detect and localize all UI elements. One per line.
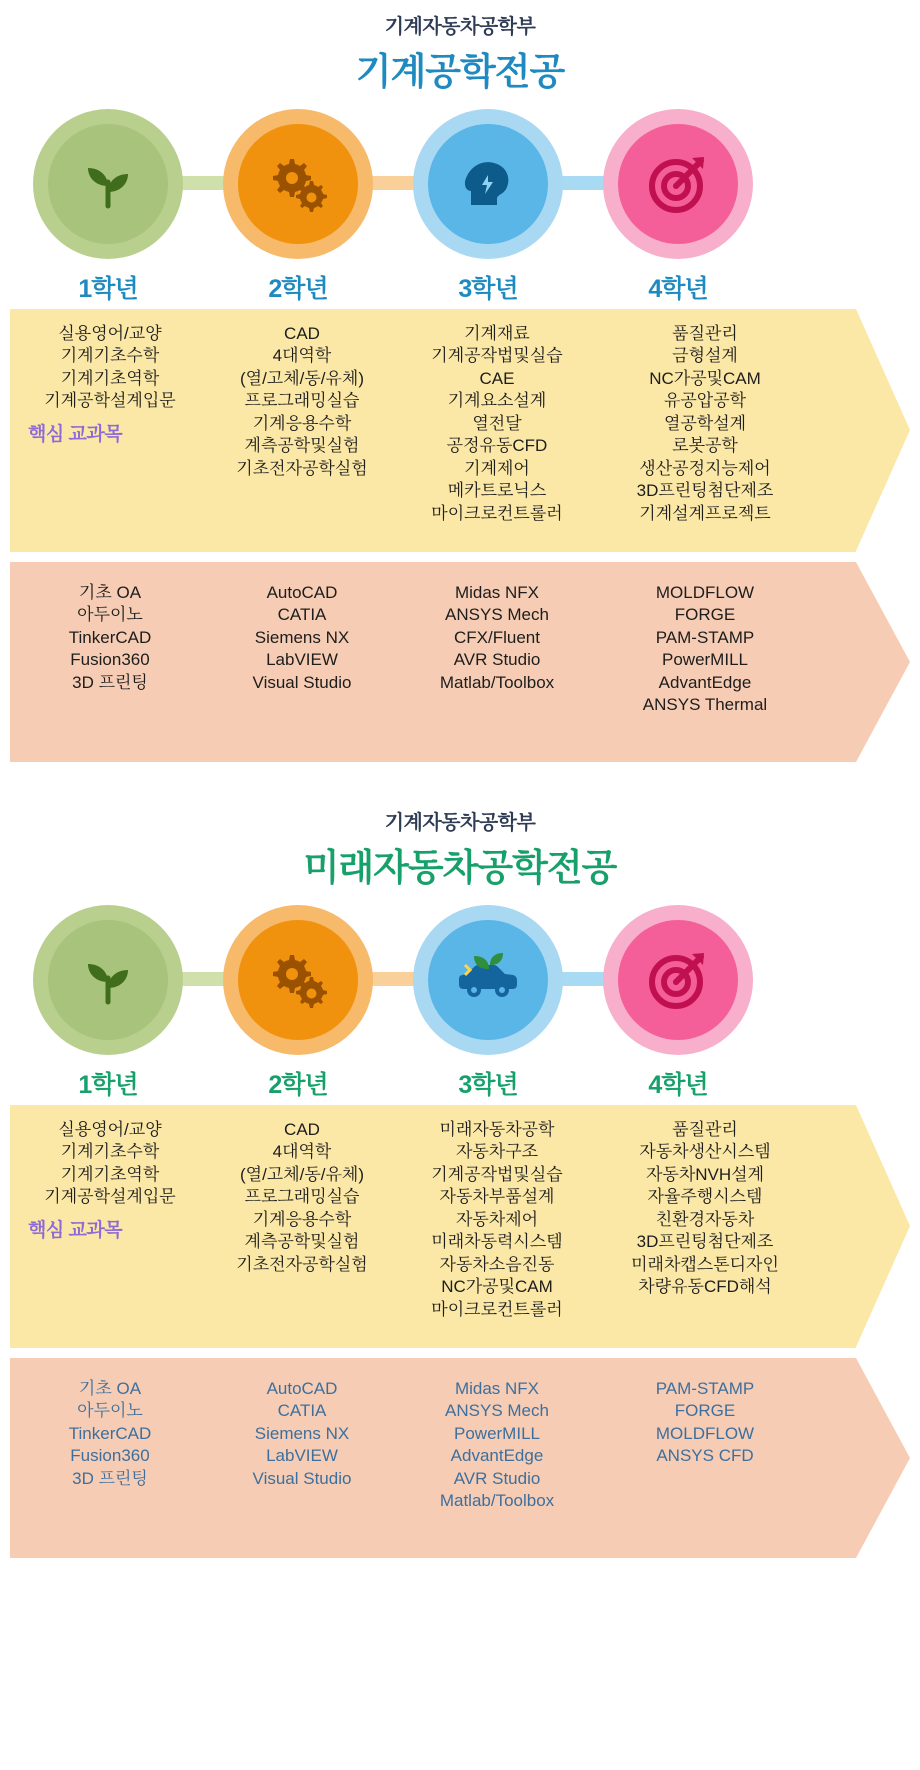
software-item: 기초 OA	[78, 1379, 142, 1398]
year-label-row-2	[0, 1065, 920, 1099]
course-item: 계측공학및실험	[244, 436, 360, 456]
software-item: AVR Studio	[453, 650, 541, 670]
major-title: 기계공학전공	[355, 51, 565, 92]
software-item: CFX/Fluent	[454, 627, 540, 647]
gears-icon	[238, 124, 358, 244]
course-item: 기계공학설계입문	[44, 391, 176, 411]
course-item: 기초전자공학실험	[236, 1254, 368, 1274]
software-item: FORGE	[674, 1401, 736, 1421]
course-item: 4대역학	[272, 346, 332, 366]
course-item: 자율주행시스템	[647, 1187, 763, 1207]
course-item: 기계제어	[464, 458, 530, 478]
course-item: 친환경자동차	[655, 1209, 755, 1229]
software-item: Siemens NX	[254, 1423, 350, 1443]
software-banner	[10, 562, 910, 762]
course-item: 열공학설계	[663, 413, 747, 433]
section-future-automotive-engineering	[0, 806, 920, 1606]
software-column-2	[202, 1378, 402, 1490]
courses-tag: 핵심 교과목	[28, 424, 123, 445]
course-item: 기계공작법및실습	[431, 346, 563, 366]
courses-column-4	[590, 323, 820, 525]
course-item: 프로그래밍실습	[244, 1187, 360, 1207]
course-item: 자동차소음진동	[439, 1254, 555, 1274]
software-item: CATIA	[277, 605, 327, 625]
eco-car-icon	[428, 920, 548, 1040]
course-item: CAE	[479, 368, 515, 388]
course-item: 자동차부품설계	[439, 1187, 555, 1207]
year-label-1: 1학년	[78, 275, 138, 303]
course-item: NC가공및CAM	[441, 1277, 553, 1297]
department-name: 기계자동차공학부	[384, 16, 536, 38]
course-item: 자동차제어	[455, 1209, 539, 1229]
software-item: LabVIEW	[266, 1446, 338, 1466]
software-item: Matlab/Toolbox	[439, 1491, 555, 1511]
stage-circle-3	[413, 905, 563, 1055]
software-item: AVR Studio	[453, 1468, 541, 1488]
software-item: ANSYS Mech	[445, 1401, 549, 1421]
software-column-3	[392, 582, 602, 694]
software-item: PAM-STAMP	[655, 1379, 755, 1398]
section-heading	[0, 0, 920, 95]
course-item: 기계설계프로젝트	[639, 503, 771, 523]
courses-tag-2: 핵심 교과목	[28, 1220, 123, 1241]
year-label-4: 4학년	[648, 275, 708, 303]
software-item: AutoCAD	[266, 583, 338, 602]
course-item: 기계기초수학	[60, 1142, 160, 1162]
course-item: 자동차NVH설계	[645, 1164, 764, 1184]
course-item: 미래자동차공학	[439, 1120, 555, 1139]
software-column-3	[392, 1378, 602, 1513]
courses-banner	[10, 309, 910, 552]
software-item: Visual Studio	[252, 1468, 352, 1488]
software-item: CATIA	[277, 1401, 327, 1421]
course-item: 로봇공학	[672, 436, 738, 456]
target-icon	[618, 124, 738, 244]
software-item: ANSYS CFD	[656, 1446, 754, 1466]
stage-circle-1	[33, 905, 183, 1055]
course-item: 품질관리	[672, 1120, 738, 1139]
software-item: AdvantEdge	[658, 672, 752, 692]
course-item: CAD	[284, 1120, 320, 1139]
software-item: MOLDFLOW	[655, 583, 755, 602]
year-label-4: 4학년	[648, 1071, 708, 1099]
seedling-icon	[48, 920, 168, 1040]
course-item: 계측공학및실험	[244, 1232, 360, 1252]
software-item: 아두이노	[77, 1401, 143, 1421]
course-item: 유공압공학	[663, 391, 747, 411]
course-item: (열/고체/동/유체)	[239, 1164, 365, 1184]
software-item: 기초 OA	[78, 583, 142, 602]
software-item: Fusion360	[70, 650, 150, 670]
course-item: 마이크로컨트롤러	[431, 503, 563, 523]
section-heading-2	[0, 806, 920, 891]
course-item: 자동차생산시스템	[639, 1142, 771, 1162]
course-item: 기초전자공학실험	[236, 458, 368, 478]
year-label-3: 3학년	[458, 275, 518, 303]
course-item: 기계공작법및실습	[431, 1164, 563, 1184]
software-banner-2	[10, 1358, 910, 1558]
year-label-3: 3학년	[458, 1071, 518, 1099]
course-item: 자동차구조	[455, 1142, 539, 1162]
software-column-1	[10, 582, 210, 694]
section-mechanical-engineering	[0, 0, 920, 770]
software-item: Midas NFX	[454, 583, 540, 602]
software-item: PAM-STAMP	[655, 627, 755, 647]
courses-column-2	[202, 323, 402, 480]
software-item: ANSYS Mech	[445, 605, 549, 625]
software-item: Siemens NX	[254, 627, 350, 647]
courses-banner-2	[10, 1105, 910, 1348]
software-item: 3D 프린팅	[72, 672, 148, 692]
course-item: CAD	[284, 324, 320, 343]
software-item: LabVIEW	[266, 650, 338, 670]
software-item: PowerMILL	[454, 1423, 540, 1443]
seedling-icon	[48, 124, 168, 244]
course-item: 열전달	[472, 413, 522, 433]
course-item: 기계기초역학	[60, 1164, 160, 1184]
course-item: 품질관리	[672, 324, 738, 343]
stage-circle-2	[223, 905, 373, 1055]
course-item: 3D프린팅첨단제조	[636, 1232, 774, 1252]
course-item: 프로그래밍실습	[244, 391, 360, 411]
course-item: 공정유동CFD	[446, 436, 548, 456]
course-item: 미래차캡스톤디자인	[631, 1254, 779, 1274]
software-item: 3D 프린팅	[72, 1468, 148, 1488]
course-item: 기계재료	[464, 324, 530, 343]
course-item: 실용영어/교양	[58, 324, 162, 343]
stage-circle-1	[33, 109, 183, 259]
courses-column-2	[202, 1119, 402, 1276]
year-label-2: 2학년	[268, 275, 328, 303]
course-item: 기계요소설계	[447, 391, 547, 411]
course-item: 금형설계	[672, 346, 738, 366]
course-item: 3D프린팅첨단제조	[636, 481, 774, 501]
course-item: (열/고체/동/유체)	[239, 368, 365, 388]
software-item: 아두이노	[77, 605, 143, 625]
stage-circle-4	[603, 109, 753, 259]
courses-column-1	[10, 1119, 210, 1209]
course-item: 기계공학설계입문	[44, 1187, 176, 1207]
course-item: 메카트로닉스	[447, 481, 547, 501]
software-item: Visual Studio	[252, 672, 352, 692]
software-item: TinkerCAD	[68, 1423, 152, 1443]
software-item: PowerMILL	[662, 650, 748, 670]
software-item: TinkerCAD	[68, 627, 152, 647]
year-label-row	[0, 269, 920, 303]
stage-circle-4	[603, 905, 753, 1055]
courses-column-1	[10, 323, 210, 413]
course-item: 기계응용수학	[252, 1209, 352, 1229]
stage-circle-3	[413, 109, 563, 259]
software-item: ANSYS Thermal	[642, 695, 768, 715]
software-item: Matlab/Toolbox	[439, 672, 555, 692]
software-item: Fusion360	[70, 1446, 150, 1466]
year-label-1: 1학년	[78, 1071, 138, 1099]
stage-circle-row	[0, 109, 920, 259]
year-label-2: 2학년	[268, 1071, 328, 1099]
target-icon	[618, 920, 738, 1040]
course-item: 4대역학	[272, 1142, 332, 1162]
course-item: 기계기초역학	[60, 368, 160, 388]
course-item: 미래차동력시스템	[431, 1232, 563, 1252]
course-item: 차량유동CFD해석	[638, 1277, 772, 1297]
software-column-4	[590, 582, 820, 717]
stage-circle-row-2	[0, 905, 920, 1055]
software-column-4	[590, 1378, 820, 1468]
department-name-2: 기계자동차공학부	[384, 812, 536, 834]
software-item: FORGE	[674, 605, 736, 625]
software-item: AdvantEdge	[450, 1446, 544, 1466]
course-item: 마이크로컨트롤러	[431, 1299, 563, 1319]
courses-column-4	[590, 1119, 820, 1299]
course-item: NC가공및CAM	[649, 368, 761, 388]
gears-icon	[238, 920, 358, 1040]
software-item: Midas NFX	[454, 1379, 540, 1398]
course-item: 실용영어/교양	[58, 1120, 162, 1139]
courses-column-3	[392, 323, 602, 525]
head-idea-icon	[428, 124, 548, 244]
course-item: 생산공정지능제어	[639, 458, 771, 478]
software-item: MOLDFLOW	[655, 1423, 755, 1443]
software-column-2	[202, 582, 402, 694]
software-column-1	[10, 1378, 210, 1490]
software-item: AutoCAD	[266, 1379, 338, 1398]
course-item: 기계응용수학	[252, 413, 352, 433]
stage-circle-2	[223, 109, 373, 259]
course-item: 기계기초수학	[60, 346, 160, 366]
courses-column-3	[392, 1119, 602, 1321]
major-title-2: 미래자동차공학전공	[303, 847, 617, 888]
